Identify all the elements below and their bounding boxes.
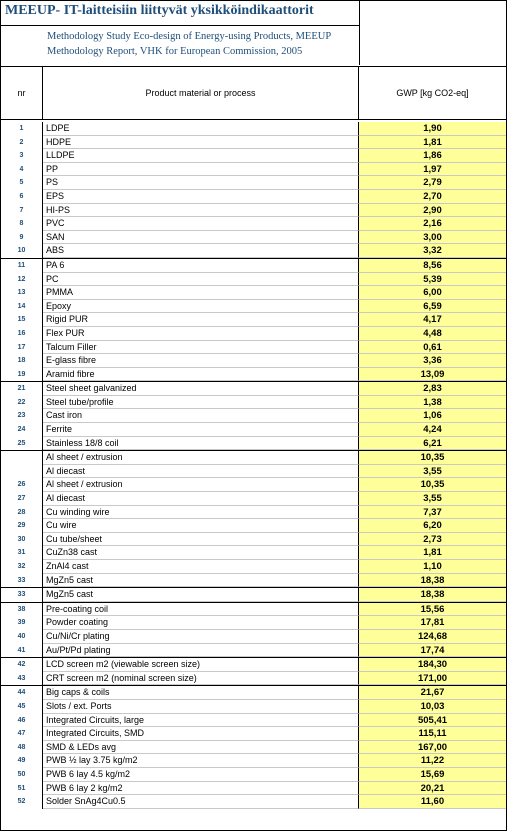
row-number-cell[interactable]: 40 — [1, 630, 43, 644]
row-number-cell[interactable]: 13 — [1, 286, 43, 300]
gwp-cell[interactable]: 11,22 — [359, 754, 506, 768]
material-cell[interactable]: PMMA — [43, 286, 359, 300]
gwp-cell[interactable]: 124,68 — [359, 630, 506, 644]
row-number-cell[interactable]: 27 — [1, 492, 43, 506]
table-row — [1, 519, 506, 533]
gwp-cell[interactable]: 13,09 — [359, 368, 506, 382]
material-cell[interactable]: PWB ½ lay 3.75 kg/m2 — [43, 754, 359, 768]
table-row — [1, 657, 506, 672]
page-title: MEEUP- IT-laitteisiin liittyvät yksikköindikaattorit — [5, 3, 314, 18]
table-row — [1, 396, 506, 410]
gwp-cell[interactable]: 2,70 — [359, 190, 506, 204]
gwp-cell[interactable]: 6,21 — [359, 437, 506, 451]
material-cell[interactable]: Integrated Circuits, large — [43, 714, 359, 728]
row-number-cell[interactable]: 19 — [1, 368, 43, 382]
material-cell[interactable]: Al sheet / extrusion — [43, 478, 359, 492]
material-cell[interactable]: Solder SnAg4Cu0.5 — [43, 795, 359, 809]
material-cell[interactable]: SAN — [43, 231, 359, 245]
table-row — [1, 546, 506, 560]
gwp-cell[interactable]: 20,21 — [359, 782, 506, 796]
gwp-cell[interactable]: 2,73 — [359, 533, 506, 547]
table-row — [1, 574, 506, 588]
table-row — [1, 163, 506, 177]
material-cell[interactable]: PVC — [43, 217, 359, 231]
gwp-cell[interactable]: 1,90 — [359, 122, 506, 136]
material-cell[interactable]: Cu/Ni/Cr plating — [43, 630, 359, 644]
gwp-cell[interactable]: 1,38 — [359, 396, 506, 410]
material-cell[interactable]: Ferrite — [43, 423, 359, 437]
material-cell[interactable]: E-glass fibre — [43, 354, 359, 368]
table-row — [1, 313, 506, 327]
table-row — [1, 587, 506, 602]
material-cell[interactable]: PS — [43, 176, 359, 190]
subtitle-line-1: Methodology Study Eco-design of Energy-using Products, MEEUP — [47, 31, 332, 42]
material-cell[interactable]: PWB 6 lay 2 kg/m2 — [43, 782, 359, 796]
gwp-cell[interactable]: 4,24 — [359, 423, 506, 437]
row-number-cell[interactable]: 8 — [1, 217, 43, 231]
material-cell[interactable]: ZnAl4 cast — [43, 560, 359, 574]
table-row — [1, 533, 506, 547]
header-nr[interactable]: nr — [1, 66, 43, 120]
gwp-cell[interactable]: 3,55 — [359, 492, 506, 506]
table-row — [1, 341, 506, 355]
row-number-cell[interactable]: 6 — [1, 190, 43, 204]
table-row — [1, 354, 506, 368]
gwp-cell[interactable]: 2,83 — [359, 382, 506, 396]
row-number-cell[interactable]: 1 — [1, 122, 43, 136]
material-cell[interactable]: Al diecast — [43, 465, 359, 479]
gwp-cell[interactable]: 167,00 — [359, 741, 506, 755]
table-row — [1, 630, 506, 644]
table-row — [1, 685, 506, 700]
row-number-cell[interactable]: 46 — [1, 714, 43, 728]
row-number-cell[interactable]: 28 — [1, 506, 43, 520]
table-row — [1, 286, 506, 300]
material-cell[interactable]: Cu winding wire — [43, 506, 359, 520]
table-row — [1, 465, 506, 479]
table-row — [1, 217, 506, 231]
material-cell[interactable]: PC — [43, 273, 359, 287]
gwp-cell[interactable]: 3,55 — [359, 465, 506, 479]
table-row — [1, 176, 506, 190]
table-row — [1, 768, 506, 782]
row-number-cell[interactable]: 12 — [1, 273, 43, 287]
material-cell[interactable]: Rigid PUR — [43, 313, 359, 327]
gwp-cell[interactable]: 3,00 — [359, 231, 506, 245]
gwp-cell[interactable]: 115,11 — [359, 727, 506, 741]
header-material[interactable]: Product material or process — [43, 66, 359, 120]
table-row — [1, 560, 506, 574]
gwp-cell[interactable]: 18,38 — [359, 574, 506, 588]
row-number-cell[interactable]: 41 — [1, 644, 43, 658]
row-number-cell[interactable]: 52 — [1, 795, 43, 809]
material-cell[interactable]: Steel tube/profile — [43, 396, 359, 410]
gwp-cell[interactable]: 6,20 — [359, 519, 506, 533]
material-cell[interactable]: LDPE — [43, 122, 359, 136]
gwp-cell[interactable]: 18,38 — [359, 588, 506, 602]
gwp-cell[interactable]: 21,67 — [359, 686, 506, 700]
table-row — [1, 231, 506, 245]
row-number-cell[interactable]: 45 — [1, 700, 43, 714]
material-cell[interactable]: Al diecast — [43, 492, 359, 506]
gwp-cell[interactable]: 7,37 — [359, 506, 506, 520]
material-cell[interactable]: EPS — [43, 190, 359, 204]
row-number-cell[interactable]: 17 — [1, 341, 43, 355]
gwp-cell[interactable]: 17,81 — [359, 616, 506, 630]
row-number-cell[interactable]: 38 — [1, 603, 43, 617]
table-row — [1, 492, 506, 506]
gwp-cell[interactable]: 1,10 — [359, 560, 506, 574]
row-number-cell[interactable]: 32 — [1, 560, 43, 574]
row-number-cell[interactable]: 33 — [1, 588, 43, 602]
title-cell[interactable] — [1, 1, 360, 26]
table-row — [1, 754, 506, 768]
table-row — [1, 437, 506, 451]
table-row — [1, 409, 506, 423]
row-number-cell[interactable]: 22 — [1, 396, 43, 410]
row-number-cell[interactable]: 31 — [1, 546, 43, 560]
gwp-cell[interactable]: 3,36 — [359, 354, 506, 368]
material-cell[interactable]: Integrated Circuits, SMD — [43, 727, 359, 741]
data-table — [1, 122, 506, 809]
material-cell[interactable]: Big caps & coils — [43, 686, 359, 700]
row-number-cell[interactable]: 5 — [1, 176, 43, 190]
table-row — [1, 244, 506, 258]
table-row — [1, 644, 506, 658]
subtitle-line-2: Methodology Report, VHK for European Commission, 2005 — [47, 46, 303, 57]
gwp-cell[interactable]: 17,74 — [359, 644, 506, 658]
material-cell[interactable]: PA 6 — [43, 259, 359, 273]
row-number-cell[interactable] — [1, 465, 43, 479]
material-cell[interactable]: CuZn38 cast — [43, 546, 359, 560]
row-number-cell[interactable]: 4 — [1, 163, 43, 177]
table-row — [1, 273, 506, 287]
row-number-cell[interactable]: 7 — [1, 204, 43, 218]
table-row — [1, 700, 506, 714]
row-number-cell[interactable]: 9 — [1, 231, 43, 245]
gwp-cell[interactable]: 8,56 — [359, 259, 506, 273]
row-number-cell[interactable]: 14 — [1, 300, 43, 314]
material-cell[interactable]: HDPE — [43, 136, 359, 150]
table-row — [1, 478, 506, 492]
material-cell[interactable]: Slots / ext. Ports — [43, 700, 359, 714]
material-cell[interactable]: Au/Pt/Pd plating — [43, 644, 359, 658]
gwp-cell[interactable]: 0,61 — [359, 341, 506, 355]
material-cell[interactable]: CRT screen m2 (nominal screen size) — [43, 672, 359, 686]
material-cell[interactable]: Talcum Filler — [43, 341, 359, 355]
table-row — [1, 450, 506, 465]
row-number-cell[interactable]: 26 — [1, 478, 43, 492]
material-cell[interactable]: LLDPE — [43, 149, 359, 163]
gwp-cell[interactable]: 15,56 — [359, 603, 506, 617]
row-number-cell[interactable]: 47 — [1, 727, 43, 741]
header-gwp[interactable]: GWP [kg CO2-eq] — [359, 66, 506, 120]
table-row — [1, 741, 506, 755]
table-row — [1, 714, 506, 728]
row-number-cell[interactable]: 15 — [1, 313, 43, 327]
table-row — [1, 122, 506, 136]
row-number-cell[interactable]: 39 — [1, 616, 43, 630]
row-number-cell[interactable]: 25 — [1, 437, 43, 451]
gwp-cell[interactable]: 10,35 — [359, 478, 506, 492]
gwp-cell[interactable]: 2,16 — [359, 217, 506, 231]
row-number-cell[interactable]: 42 — [1, 658, 43, 672]
table-row — [1, 506, 506, 520]
gwp-cell[interactable]: 505,41 — [359, 714, 506, 728]
material-cell[interactable]: Cu wire — [43, 519, 359, 533]
gwp-cell[interactable]: 1,81 — [359, 136, 506, 150]
row-number-cell[interactable]: 24 — [1, 423, 43, 437]
row-number-cell[interactable]: 50 — [1, 768, 43, 782]
material-cell[interactable]: MgZn5 cast — [43, 574, 359, 588]
gwp-cell[interactable]: 15,69 — [359, 768, 506, 782]
material-cell[interactable]: LCD screen m2 (viewable screen size) — [43, 658, 359, 672]
material-cell[interactable]: Cu tube/sheet — [43, 533, 359, 547]
material-cell[interactable]: MgZn5 cast — [43, 588, 359, 602]
material-cell[interactable]: Pre-coating coil — [43, 603, 359, 617]
material-cell[interactable]: Aramid fibre — [43, 368, 359, 382]
table-row — [1, 300, 506, 314]
table-row — [1, 136, 506, 150]
row-number-cell[interactable]: 10 — [1, 244, 43, 258]
material-cell[interactable]: Steel sheet galvanized — [43, 382, 359, 396]
subtitle-cell[interactable] — [1, 26, 360, 65]
material-cell[interactable]: HI-PS — [43, 204, 359, 218]
row-number-cell[interactable]: 29 — [1, 519, 43, 533]
gwp-cell[interactable]: 2,90 — [359, 204, 506, 218]
row-number-cell[interactable]: 2 — [1, 136, 43, 150]
gwp-cell[interactable]: 171,00 — [359, 672, 506, 686]
table-row — [1, 190, 506, 204]
gwp-cell[interactable]: 4,17 — [359, 313, 506, 327]
material-cell[interactable]: Flex PUR — [43, 327, 359, 341]
table-row — [1, 616, 506, 630]
material-cell[interactable]: PWB 6 lay 4.5 kg/m2 — [43, 768, 359, 782]
row-number-cell[interactable]: 33 — [1, 574, 43, 588]
row-number-cell[interactable]: 16 — [1, 327, 43, 341]
material-cell[interactable]: Al sheet / extrusion — [43, 451, 359, 465]
table-row — [1, 149, 506, 163]
table-row — [1, 258, 506, 273]
material-cell[interactable]: Cast iron — [43, 409, 359, 423]
gwp-cell[interactable]: 1,81 — [359, 546, 506, 560]
row-number-cell[interactable]: 48 — [1, 741, 43, 755]
table-row — [1, 672, 506, 686]
gwp-cell[interactable]: 1,86 — [359, 149, 506, 163]
gwp-cell[interactable]: 1,06 — [359, 409, 506, 423]
gwp-cell[interactable]: 2,79 — [359, 176, 506, 190]
row-number-cell[interactable]: 30 — [1, 533, 43, 547]
table-row — [1, 327, 506, 341]
table-row — [1, 368, 506, 382]
gwp-cell[interactable]: 6,00 — [359, 286, 506, 300]
material-cell[interactable]: Stainless 18/8 coil — [43, 437, 359, 451]
table-row — [1, 204, 506, 218]
material-cell[interactable]: SMD & LEDs avg — [43, 741, 359, 755]
table-row — [1, 727, 506, 741]
table-row — [1, 381, 506, 396]
row-number-cell[interactable]: 21 — [1, 382, 43, 396]
gwp-cell[interactable]: 10,35 — [359, 451, 506, 465]
gwp-cell[interactable]: 5,39 — [359, 273, 506, 287]
table-row — [1, 423, 506, 437]
row-number-cell[interactable] — [1, 451, 43, 465]
material-cell[interactable]: ABS — [43, 244, 359, 258]
row-number-cell[interactable]: 51 — [1, 782, 43, 796]
material-cell[interactable]: Epoxy — [43, 300, 359, 314]
row-number-cell[interactable]: 23 — [1, 409, 43, 423]
gwp-cell[interactable]: 6,59 — [359, 300, 506, 314]
row-number-cell[interactable]: 43 — [1, 672, 43, 686]
row-number-cell[interactable]: 49 — [1, 754, 43, 768]
table-row — [1, 795, 506, 809]
table-row — [1, 602, 506, 617]
material-cell[interactable]: PP — [43, 163, 359, 177]
material-cell[interactable]: Powder coating — [43, 616, 359, 630]
gwp-cell[interactable]: 184,30 — [359, 658, 506, 672]
row-number-cell[interactable]: 18 — [1, 354, 43, 368]
gwp-cell[interactable]: 1,97 — [359, 163, 506, 177]
gwp-cell[interactable]: 4,48 — [359, 327, 506, 341]
row-number-cell[interactable]: 3 — [1, 149, 43, 163]
row-number-cell[interactable]: 11 — [1, 259, 43, 273]
gwp-cell[interactable]: 10,03 — [359, 700, 506, 714]
row-number-cell[interactable]: 44 — [1, 686, 43, 700]
gwp-cell[interactable]: 11,60 — [359, 795, 506, 809]
gwp-cell[interactable]: 3,32 — [359, 244, 506, 258]
table-row — [1, 782, 506, 796]
